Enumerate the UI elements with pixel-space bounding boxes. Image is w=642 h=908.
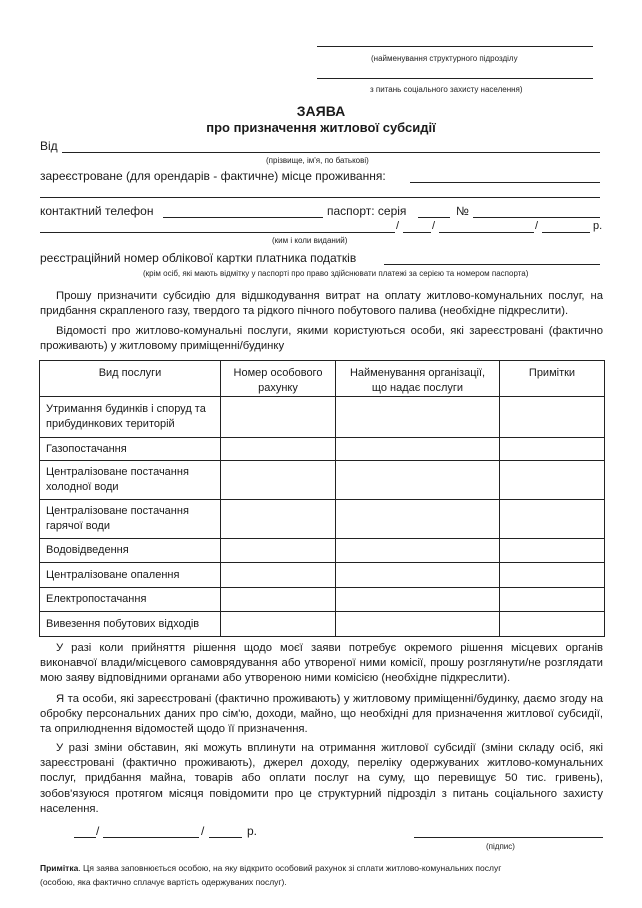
date-year-field[interactable] [209, 837, 242, 838]
residence-label: зареєстроване (для орендарів - фактичне) місце проживання: [40, 169, 386, 183]
table-header-notes: Примітки [500, 361, 605, 397]
changes-paragraph-text: У разі зміни обставин, які можуть вплинути на отримання житлової субсидії (зміни складу осіб, які зареєстровані (фактично проживають), джерел доходу, переліку одержуваних житлово-комунальних послуг, придбання майна, товарів або оплати послуг на суму, що перевищує 50 тис. гривень), зобов'язуюся протягом місяця повідомити про це структурний підрозділ з питань соціального захисту населення. [40, 742, 603, 815]
table-row [40, 612, 605, 637]
account-cell[interactable] [221, 588, 336, 612]
table-row [40, 438, 605, 461]
date-year-suffix: р. [247, 824, 258, 838]
table-header-organization: Найменування організації, що надає послуги [336, 361, 500, 397]
services-table [39, 360, 605, 637]
account-cell[interactable] [221, 500, 336, 539]
department-name-line[interactable] [317, 46, 593, 47]
notes-cell[interactable] [500, 500, 605, 539]
issued-month-field[interactable] [439, 232, 534, 233]
tax-number-label: реєстраційний номер облікової картки платника податків [40, 251, 357, 265]
document-title: ЗАЯВА [296, 103, 346, 119]
table-header-service: Вид послуги [40, 361, 221, 397]
service-name: Електропостачання [40, 588, 221, 612]
request-paragraph-text: Прошу призначити субсидію для відшкодування витрат на оплату житлово-комунальних послуг, на придбання скрапленого газу, твердого та рідкого пічного побутового палива (необхідне підкреслити). [40, 290, 603, 318]
consent-paragraph [40, 692, 603, 738]
issued-year-field[interactable] [542, 232, 590, 233]
decision-paragraph-text: У разі коли прийняття рішення щодо моєї заяви потребує окремого рішення місцевих органів виконавчої влади/місцевого самоврядування або утвореної ними комісії, прошу розглянути/не розглядати мою заяву відповідними органами або утвореною ними комісією (необхідне підкреслити). [40, 642, 603, 685]
date-slash-1: / [96, 824, 100, 838]
notes-cell[interactable] [500, 612, 605, 637]
applicant-name-field[interactable] [62, 152, 600, 153]
consent-paragraph-text: Я та особи, які зареєстровані (фактично проживають) у житловому приміщенні/будинку, даємо згоду на обробку персональних даних про сім'ю, доходи, майно, що необхідні для призначення житлової субсидії, та оприлюднення відомостей щодо її призначення. [40, 693, 603, 736]
notes-cell[interactable] [500, 588, 605, 612]
note-label: Примітка [40, 863, 79, 873]
department-name-line-2[interactable] [317, 78, 593, 79]
organization-cell[interactable] [336, 397, 500, 438]
info-paragraph [40, 324, 603, 354]
account-cell[interactable] [221, 539, 336, 563]
decision-paragraph [40, 641, 603, 687]
account-cell[interactable] [221, 438, 336, 461]
table-row [40, 397, 605, 438]
organization-cell[interactable] [336, 612, 500, 637]
note-line-2: (особою, яка фактично сплачує вартість одержуваних послуг). [40, 877, 287, 887]
issued-year-suffix: р. [593, 220, 603, 232]
notes-cell[interactable] [500, 461, 605, 500]
account-cell[interactable] [221, 397, 336, 438]
service-name: Централізоване постачання холодної води [40, 461, 221, 500]
tax-number-field[interactable] [384, 264, 600, 265]
service-name: Централізоване постачання гарячої води [40, 500, 221, 539]
date-month-field[interactable] [103, 837, 199, 838]
table-row [40, 500, 605, 539]
notes-cell[interactable] [500, 563, 605, 588]
department-caption-1: (найменування структурного підрозділу [371, 54, 518, 63]
table-row [40, 588, 605, 612]
service-name: Вивезення побутових відходів [40, 612, 221, 637]
residence-field-line-2[interactable] [40, 197, 600, 198]
issued-slash-3: / [535, 220, 539, 232]
organization-cell[interactable] [336, 588, 500, 612]
info-paragraph-text: Відомості про житлово-комунальні послуги, якими користуються особи, які зареєстровані (фактично проживають) у житловому приміщенні/будинку [40, 325, 603, 353]
organization-cell[interactable] [336, 461, 500, 500]
request-paragraph [40, 289, 603, 319]
account-cell[interactable] [221, 612, 336, 637]
account-cell[interactable] [221, 461, 336, 500]
changes-paragraph [40, 741, 603, 817]
note-text-1: . Ця заява заповнюється особою, на яку відкрито особовий рахунок зі сплати житлово-комунальних послуг [78, 863, 502, 873]
phone-field[interactable] [163, 217, 323, 218]
date-day-field[interactable] [74, 837, 96, 838]
table-row [40, 539, 605, 563]
tax-number-caption: (крім осіб, які мають відмітку у паспорті про право здійснювати платежі за серією та номером паспорта) [143, 269, 529, 278]
phone-label: контактний телефон [40, 204, 154, 218]
service-name: Централізоване опалення [40, 563, 221, 588]
signature-field[interactable] [414, 837, 603, 838]
note-line-1 [40, 863, 501, 873]
table-row [40, 461, 605, 500]
residence-field[interactable] [410, 182, 600, 183]
document-subtitle: про призначення житлової субсидії [206, 120, 436, 135]
service-name: Водовідведення [40, 539, 221, 563]
issued-slash-1: / [396, 220, 400, 232]
notes-cell[interactable] [500, 397, 605, 438]
passport-series-label: паспорт: серія [327, 204, 407, 218]
applicant-name-caption: (прізвище, ім'я, по батькові) [266, 156, 369, 165]
organization-cell[interactable] [336, 500, 500, 539]
signature-caption: (підпис) [486, 842, 515, 851]
service-name: Утримання будинків і споруд та прибудинкових територій [40, 397, 221, 438]
department-caption-2: з питань соціального захисту населення) [370, 85, 523, 94]
notes-cell[interactable] [500, 539, 605, 563]
passport-number-label: № [456, 204, 469, 218]
issued-slash-2: / [432, 220, 436, 232]
passport-number-field[interactable] [473, 217, 600, 218]
organization-cell[interactable] [336, 563, 500, 588]
organization-cell[interactable] [336, 539, 500, 563]
table-header-account: Номер особового рахунку [221, 361, 336, 397]
from-label: Від [40, 139, 58, 153]
passport-issued-field[interactable] [40, 232, 395, 233]
issued-day-field[interactable] [403, 232, 431, 233]
service-name: Газопостачання [40, 438, 221, 461]
table-row [40, 563, 605, 588]
date-slash-2: / [201, 824, 205, 838]
issued-caption: (ким і коли виданий) [272, 236, 348, 245]
notes-cell[interactable] [500, 438, 605, 461]
account-cell[interactable] [221, 563, 336, 588]
organization-cell[interactable] [336, 438, 500, 461]
passport-series-field[interactable] [418, 217, 450, 218]
